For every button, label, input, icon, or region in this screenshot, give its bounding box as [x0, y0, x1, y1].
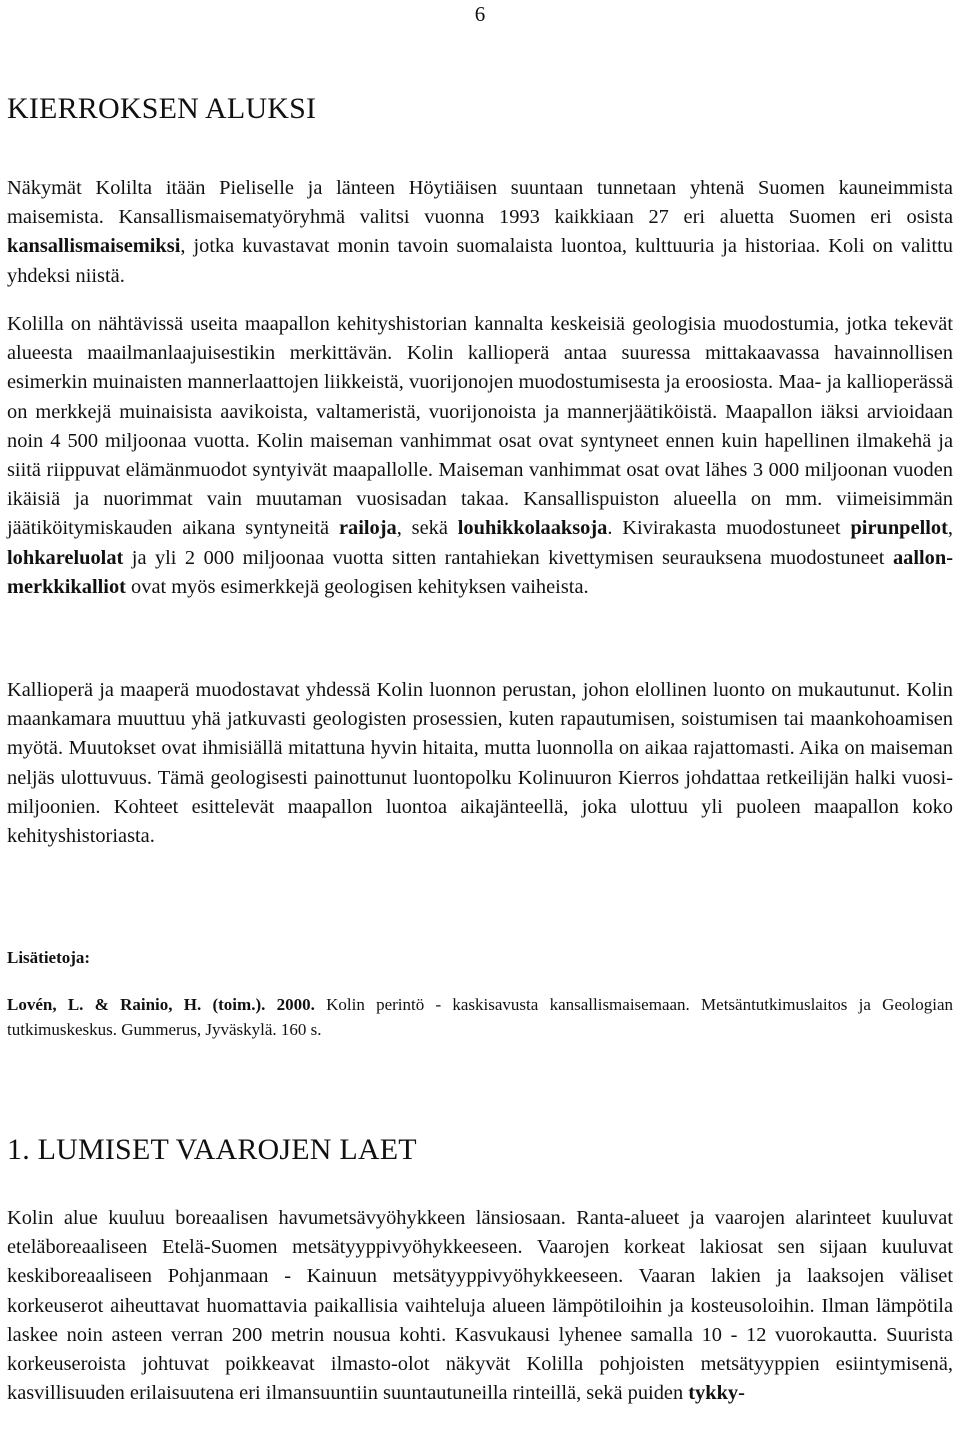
text-run: Näkymät Kolilta itään Pieliselle ja länteen Höytiäisen suuntaan tunnetaan yhtenä Suomen kauneimmista maisemista. Kansallismaisematyöryhmä valitsi vuonna 1993 kaikkiaan 27 eri aluetta Suomen eri osista	[7, 177, 953, 229]
text-run: Kolin alue kuuluu boreaalisen havumetsävyöhykkeen länsiosaan. Ranta-alueet ja vaarojen alarinteet kuuluvat eteläboreaaliseen Etelä-Suomen metsätyyppivyöhykkeeseen. Vaarojen korkeat lakiosat sen sijaan kuuluvat keskiboreaaliseen Pohjanmaan - Kainuun metsätyyppivyöhykkeeseen. Vaaran lakien ja laaksojen väliset korkeuserot aiheuttavat huomattavia paikallisia vaihteluja alueen lämpötiloihin ja kosteusoloihin. Ilman lämpötila laskee noin asteen verran 200 metrin nousua kohti. Kasvukausi lyhenee samalla 10 - 12 vuorokautta. Suurista korkeuseroista johtuvat poikkeavat ilmasto-olot näkyvät Kolilla pohjoisten metsätyyppien esiintymisenä, kasvillisuuden erilaisuutena eri ilmansuuntiin suuntautuneilla rinteillä, sekä puiden	[7, 1207, 953, 1405]
text-run: Kolilla on nähtävissä useita maapallon kehityshistorian kannalta keskeisiä geologisia muodostumia, jotka tekevät alueesta maailmanlaajuisestikin merkittävän. Kolin kallioperä antaa suuressa mittakaavassa havainnollisen esimerkin muinaisten mannerlaattojen liikkeistä, vuorijonojen muodostumisesta ja eroosiosta. Maa- ja kallioperässä on merkkejä muinaisista aavikoista, valtameristä, vuorijonoista ja mannerjäätiköistä. Maapallon iäksi arvioidaan noin 4 500 miljoonaa vuotta. Kolin maiseman vanhimmat osat ovat syntyneet ennen kuin hapellinen ilmakehä ja siitä riippuvat elämänmuodot syntyivät maapallolle. Maiseman vanhimmat osat ovat lähes 3 000 miljoonan vuoden ikäisiä ja nuorimmat vain muutaman vuosisadan takaa. Kansallispuiston alueella on mm. viimeisimmän jäätiköitymiskauden aikana syntyneitä	[7, 313, 953, 540]
bold-term: railoja	[338, 517, 397, 540]
text-run: ovat myös esimerkkejä geologisen kehityksen vaiheista.	[125, 575, 589, 598]
text-run: ja yli 2 000 miljoonaa vuotta sitten rantahiekan kivettymisen seurauksena muodostuneet	[123, 546, 893, 569]
heading-kierroksen-aluksi: KIERROKSEN ALUKSI	[7, 92, 317, 125]
reference-entry	[7, 992, 953, 1042]
bold-term: lohkareluolat	[7, 546, 124, 569]
bold-term: kansallismaisemiksi	[7, 235, 181, 258]
intro-paragraph-2	[7, 310, 953, 602]
text-run: . Kivirakasta muodostuneet	[607, 517, 851, 540]
text-run: Kallioperä ja maaperä muodostavat yhdessä Kolin luonnon perustan, johon elollinen luonto on mukautunut. Kolin maankamara muuttuu yhä jatkuvasti geologisten prosessien, kuten rapautumisen, soistumisen tai maankohoamisen myötä. Muutokset ovat ihmisiällä mitattuna hyvin hitaita, mutta luonnolla on aikaa rajattomasti. Aika on maiseman neljäs ulottuvuus. Tämä geologisesti painottunut luontopolku Kolinuuron Kierros johdattaa retkeilijän halki vuosimiljoonien. Kohteet esittelevät maapallon luontoa aikajänteellä, joka ulottuu yli puoleen maapallon koko kehityshistoriasta.	[7, 679, 953, 848]
bold-term: louhikkolaaksoja	[457, 517, 608, 540]
text-run: , sekä	[396, 517, 458, 540]
bold-term: tykky-	[688, 1382, 745, 1405]
bold-term: Lovén, L. & Rainio, H. (toim.). 2000.	[7, 995, 315, 1014]
text-run: ,	[947, 517, 953, 540]
section-1-paragraph	[7, 1204, 953, 1408]
intro-paragraph-3	[7, 676, 953, 851]
bold-term: aallonmerkkikalliot	[7, 546, 953, 598]
text-run: , jotka kuvastavat monin tavoin suomalaista luontoa, kulttuuria ja historiaa. Koli on valittu yhdeksi niistä.	[7, 235, 953, 287]
heading-section-1: 1. LUMISET VAAROJEN LAET	[7, 1133, 417, 1166]
intro-paragraph-1	[7, 174, 953, 291]
text-run: Kolin perintö - kaskisavusta kansallismaisemaan. Metsäntutkimuslaitos ja Geologian tutkimuskeskus. Gummerus, Jyväskylä. 160 s.	[7, 995, 953, 1039]
bold-term: pirunpellot	[850, 517, 948, 540]
more-info-label: Lisätietoja:	[7, 948, 91, 967]
page-number: 6	[474, 2, 486, 26]
